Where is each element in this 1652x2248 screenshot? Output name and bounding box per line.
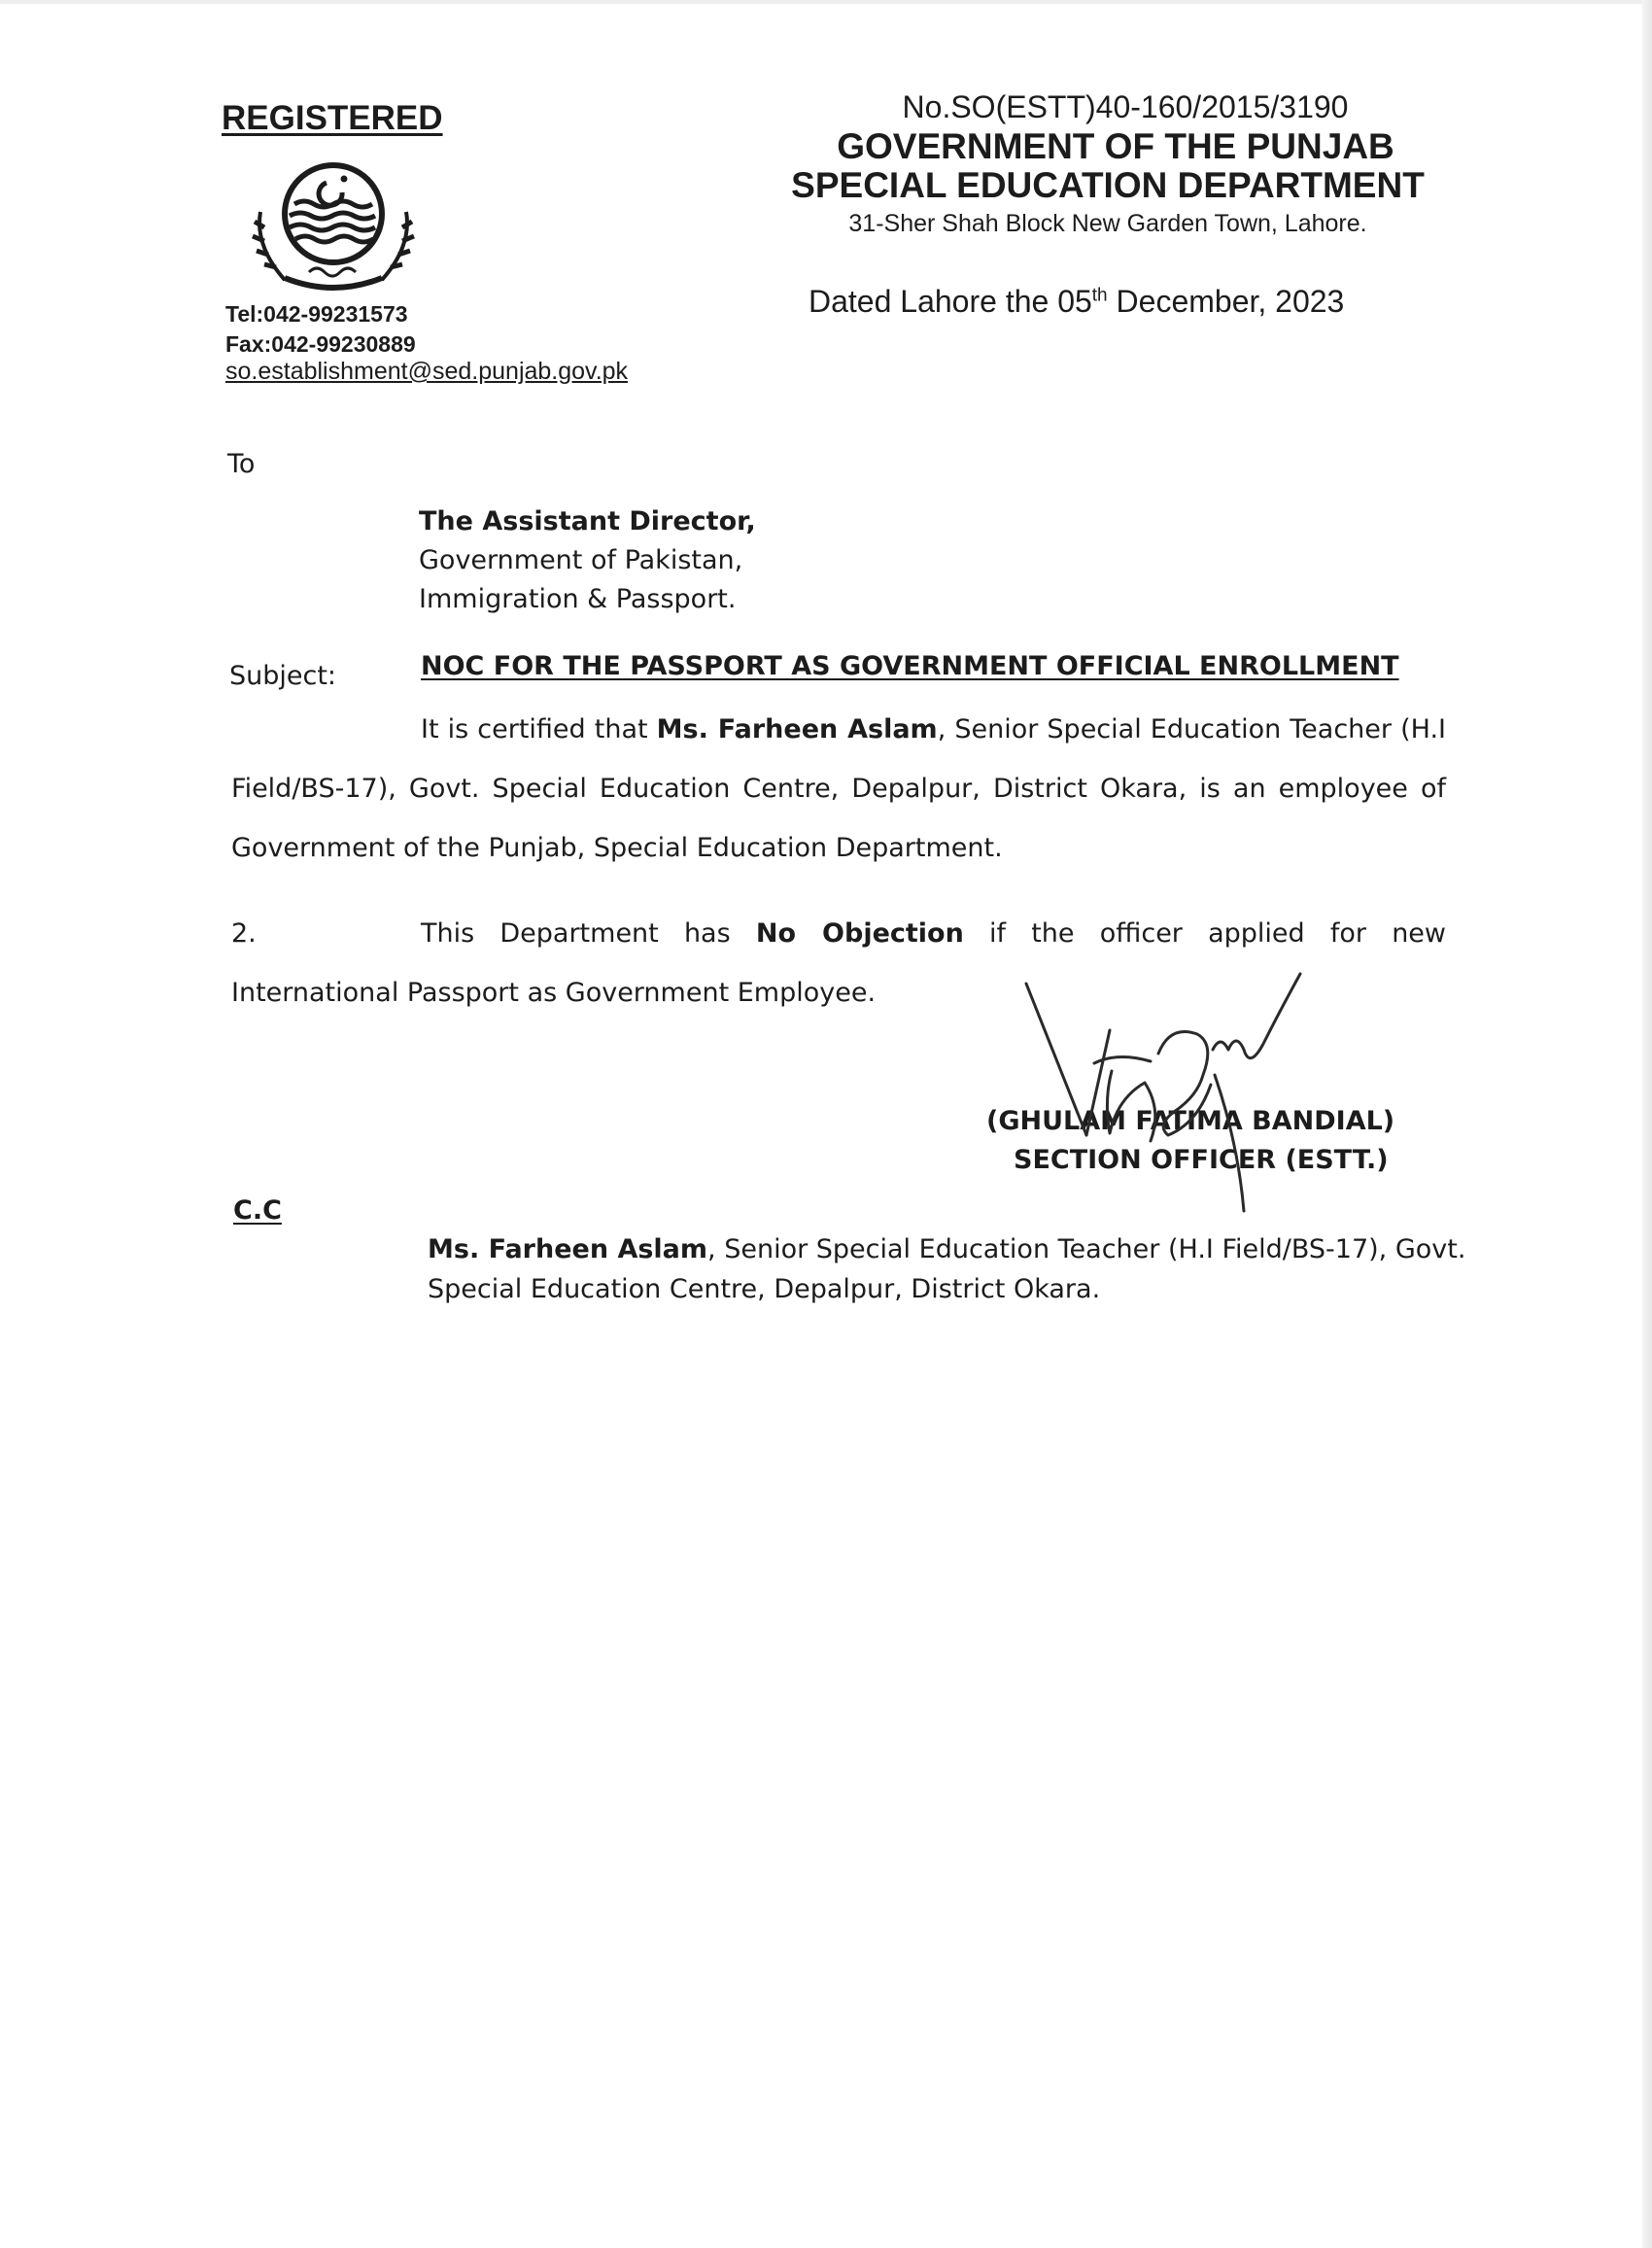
paragraph-1 — [231, 700, 1446, 878]
paragraph-1-post: , Senior Special Education Teacher (H.I Field/BS-17), Govt. Special Education Centre, Depalpur, District Okara, is an employee of Government of the Punjab, Special Education Department. — [231, 714, 1446, 863]
cc-line-1-post: , Senior Special Education Teacher (H.I Field/BS-17), Govt. — [707, 1234, 1466, 1264]
cc-name: Ms. Farheen Aslam — [428, 1234, 708, 1264]
cc-line-2: Special Education Centre, Depalpur, District Okara. — [428, 1274, 1101, 1304]
registered-label: REGISTERED — [222, 99, 443, 137]
email-link[interactable]: so.establishment@sed.punjab.gov.pk — [225, 358, 629, 385]
date-suffix: December, 2023 — [1107, 284, 1345, 319]
date-line — [809, 284, 1344, 320]
date-superscript: th — [1091, 285, 1108, 306]
recipient-line-2: Government of Pakistan, — [419, 545, 743, 575]
government-title: GOVERNMENT OF THE PUNJAB — [837, 126, 1394, 166]
paragraph-1-pre: It is certified that — [421, 714, 657, 744]
page-edge-right — [1642, 0, 1652, 2248]
paragraph-2-pre: This Department has — [421, 918, 756, 949]
subject-text: NOC FOR THE PASSPORT AS GOVERNMENT OFFICIAL ENROLLMENT — [421, 651, 1399, 681]
cc-line-1 — [428, 1234, 1465, 1264]
fax: Fax:042-99230889 — [225, 331, 416, 357]
signatory-name: (GHULAM FATIMA BANDIAL) — [986, 1106, 1395, 1136]
subject-label: Subject: — [229, 661, 337, 691]
employee-name: Ms. Farheen Aslam — [656, 714, 938, 744]
department-address: 31-Sher Shah Block New Garden Town, Lahore. — [848, 210, 1367, 237]
page-edge-top — [0, 0, 1652, 4]
paragraph-2-post: if the officer applied for new International Passport as Government Employee. — [231, 918, 1447, 1008]
paragraph-2-number: 2. — [231, 918, 257, 949]
telephone: Tel:042-99231573 — [225, 301, 408, 327]
signatory-title: SECTION OFFICER (ESTT.) — [1014, 1145, 1389, 1175]
reference-number: No.SO(ESTT)40-160/2015/3190 — [902, 89, 1349, 124]
punjab-emblem-icon — [241, 144, 426, 299]
signature-icon — [1011, 962, 1322, 1254]
department-title: SPECIAL EDUCATION DEPARTMENT — [791, 165, 1425, 205]
date-prefix: Dated Lahore the 05 — [809, 284, 1092, 319]
cc-label: C.C — [233, 1195, 282, 1226]
to-label: To — [227, 449, 256, 479]
recipient-line-3: Immigration & Passport. — [419, 584, 737, 614]
no-objection-emphasis: No Objection — [755, 918, 964, 949]
recipient-line-1: The Assistant Director, — [419, 506, 756, 536]
